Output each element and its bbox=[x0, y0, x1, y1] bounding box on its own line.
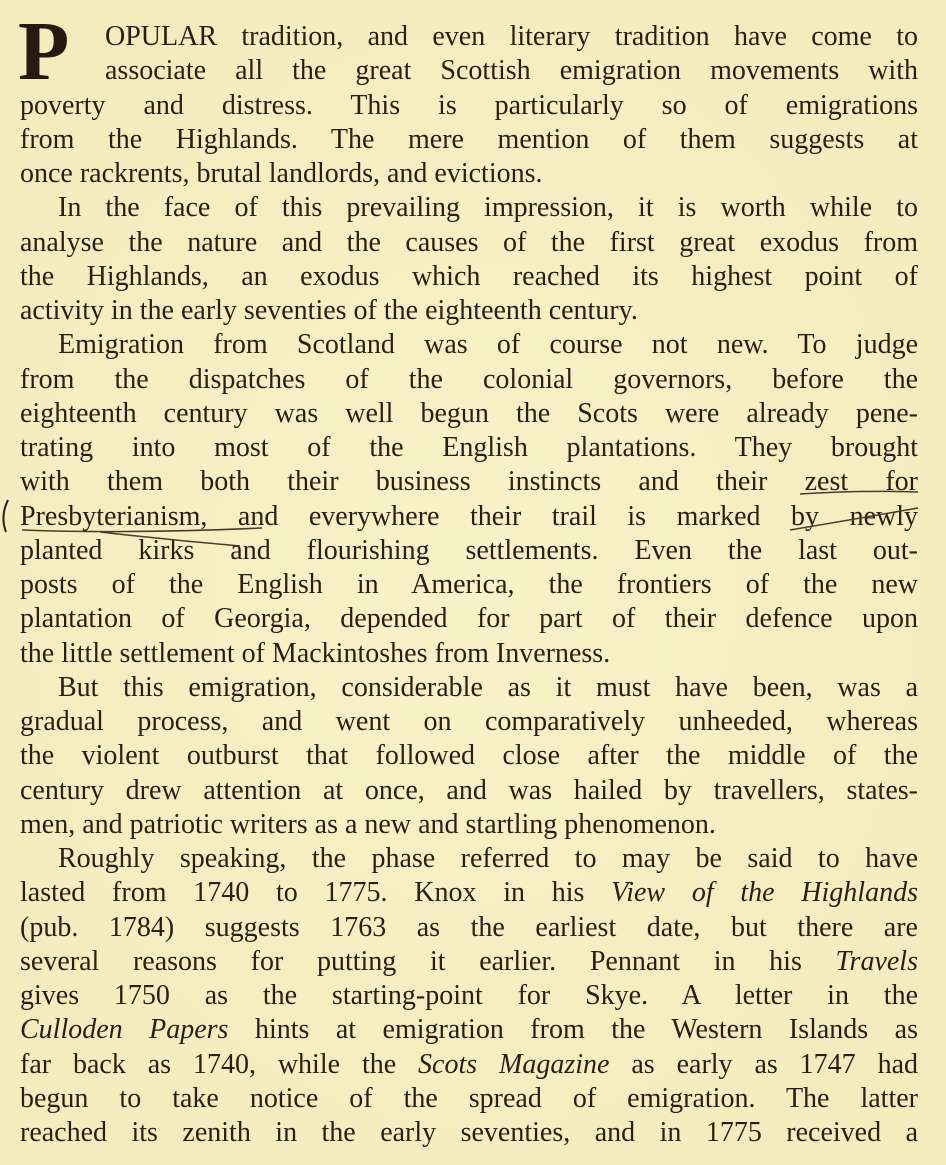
text-line bbox=[20, 294, 918, 328]
text-run: begun to take notice of the spread of emigration. The latter bbox=[20, 1082, 918, 1114]
text-run: poverty and distress. This is particularly so of emigrations bbox=[20, 89, 918, 121]
text-run: the violent outburst that followed close after the middle of the bbox=[20, 740, 918, 772]
text-run: far back as 1740, while the bbox=[20, 1048, 419, 1080]
text-run: from the dispatches of the colonial governors, before the bbox=[20, 363, 918, 395]
text-line bbox=[20, 157, 918, 191]
text-run: eighteenth century was well begun the Scots were already pene- bbox=[20, 397, 918, 429]
pencil-bracket bbox=[3, 500, 8, 532]
text-run: century drew attention at once, and was hailed by travellers, states- bbox=[20, 774, 918, 806]
text-line bbox=[20, 808, 918, 842]
text-line bbox=[20, 876, 918, 910]
text-run: the Highlands, an exodus which reached its highest point of bbox=[20, 260, 918, 292]
text-line bbox=[20, 1048, 918, 1082]
text-run: gradual process, and went on comparatively unheeded, whereas bbox=[20, 706, 918, 737]
text-run: Emigration from Scotland was of course not new. To judge bbox=[58, 329, 918, 361]
text-line bbox=[20, 774, 918, 808]
text-line bbox=[20, 123, 918, 157]
italic-title: Culloden Papers bbox=[20, 1014, 229, 1046]
text-run: lasted from 1740 to 1775. Knox in his bbox=[20, 877, 612, 909]
drop-cap: P bbox=[18, 5, 70, 98]
text-run: men, and patriotic writers as a new and startling phenomenon. bbox=[20, 808, 716, 840]
text-run: posts of the English in America, the frontiers of the new bbox=[20, 569, 918, 600]
text-run: the little settlement of Mackintoshes from Inverness. bbox=[20, 637, 611, 669]
text-line bbox=[20, 500, 918, 534]
text-line bbox=[105, 54, 918, 88]
text-run: Presbyterianism, and everywhere their trail is marked by newly bbox=[20, 500, 918, 532]
text-run: plantation of Georgia, depended for part of their defence upon bbox=[20, 603, 918, 635]
text-run: planted kirks and flourishing settlements. Even the last out- bbox=[20, 534, 918, 566]
text-run: as early as 1747 had bbox=[609, 1048, 918, 1080]
text-line bbox=[20, 911, 918, 945]
text-line bbox=[20, 739, 918, 773]
text-line bbox=[20, 431, 918, 465]
text-line bbox=[58, 191, 918, 225]
text-line bbox=[20, 89, 918, 123]
italic-title: View of the Highlands bbox=[611, 877, 918, 909]
text-run: OPULAR tradition, and even literary tradition have come to bbox=[105, 21, 918, 52]
text-run: activity in the early seventies of the eighteenth century. bbox=[20, 295, 638, 326]
text-line bbox=[20, 363, 918, 397]
text-line bbox=[20, 1082, 918, 1116]
text-line bbox=[20, 568, 918, 602]
text-run: hints at emigration from the Western Islands as bbox=[228, 1014, 918, 1046]
text-run: (pub. 1784) suggests 1763 as the earliest date, but there are bbox=[20, 911, 918, 943]
text-run: gives 1750 as the starting-point for Skye. A letter in the bbox=[20, 980, 918, 1011]
italic-title: Travels bbox=[835, 945, 918, 977]
text-run: several reasons for putting it earlier. Pennant in his bbox=[20, 945, 836, 977]
text-line bbox=[58, 328, 918, 362]
text-run: Roughly speaking, the phase referred to may be said to have bbox=[58, 843, 918, 874]
text-run: But this emigration, considerable as it must have been, was a bbox=[58, 671, 918, 703]
text-line bbox=[20, 945, 918, 979]
text-line bbox=[20, 397, 918, 431]
text-run: once rackrents, brutal landlords, and evictions. bbox=[20, 158, 543, 189]
text-line bbox=[20, 260, 918, 294]
text-run: associate all the great Scottish emigration movements with bbox=[105, 55, 918, 87]
text-run: trating into most of the English plantations. They brought bbox=[20, 432, 918, 463]
italic-title: Scots Magazine bbox=[418, 1048, 610, 1080]
text-line bbox=[105, 20, 918, 54]
text-line bbox=[58, 671, 918, 705]
text-line bbox=[20, 534, 918, 568]
text-line bbox=[20, 705, 918, 739]
text-line bbox=[58, 842, 918, 876]
text-line bbox=[20, 1116, 918, 1150]
text-run: reached its zenith in the early seventies, and in 1775 received a bbox=[20, 1117, 918, 1148]
text-line bbox=[20, 979, 918, 1013]
text-run: analyse the nature and the causes of the first great exodus from bbox=[20, 226, 918, 258]
text-line bbox=[20, 1013, 918, 1047]
text-run: from the Highlands. The mere mention of them suggests at bbox=[20, 123, 918, 155]
text-line bbox=[20, 637, 918, 671]
text-run: In the face of this prevailing impression, it is worth while to bbox=[58, 192, 918, 224]
text-line bbox=[20, 465, 918, 499]
text-line bbox=[20, 602, 918, 636]
text-line bbox=[20, 226, 918, 260]
text-run: with them both their business instincts and their zest for bbox=[20, 466, 918, 498]
